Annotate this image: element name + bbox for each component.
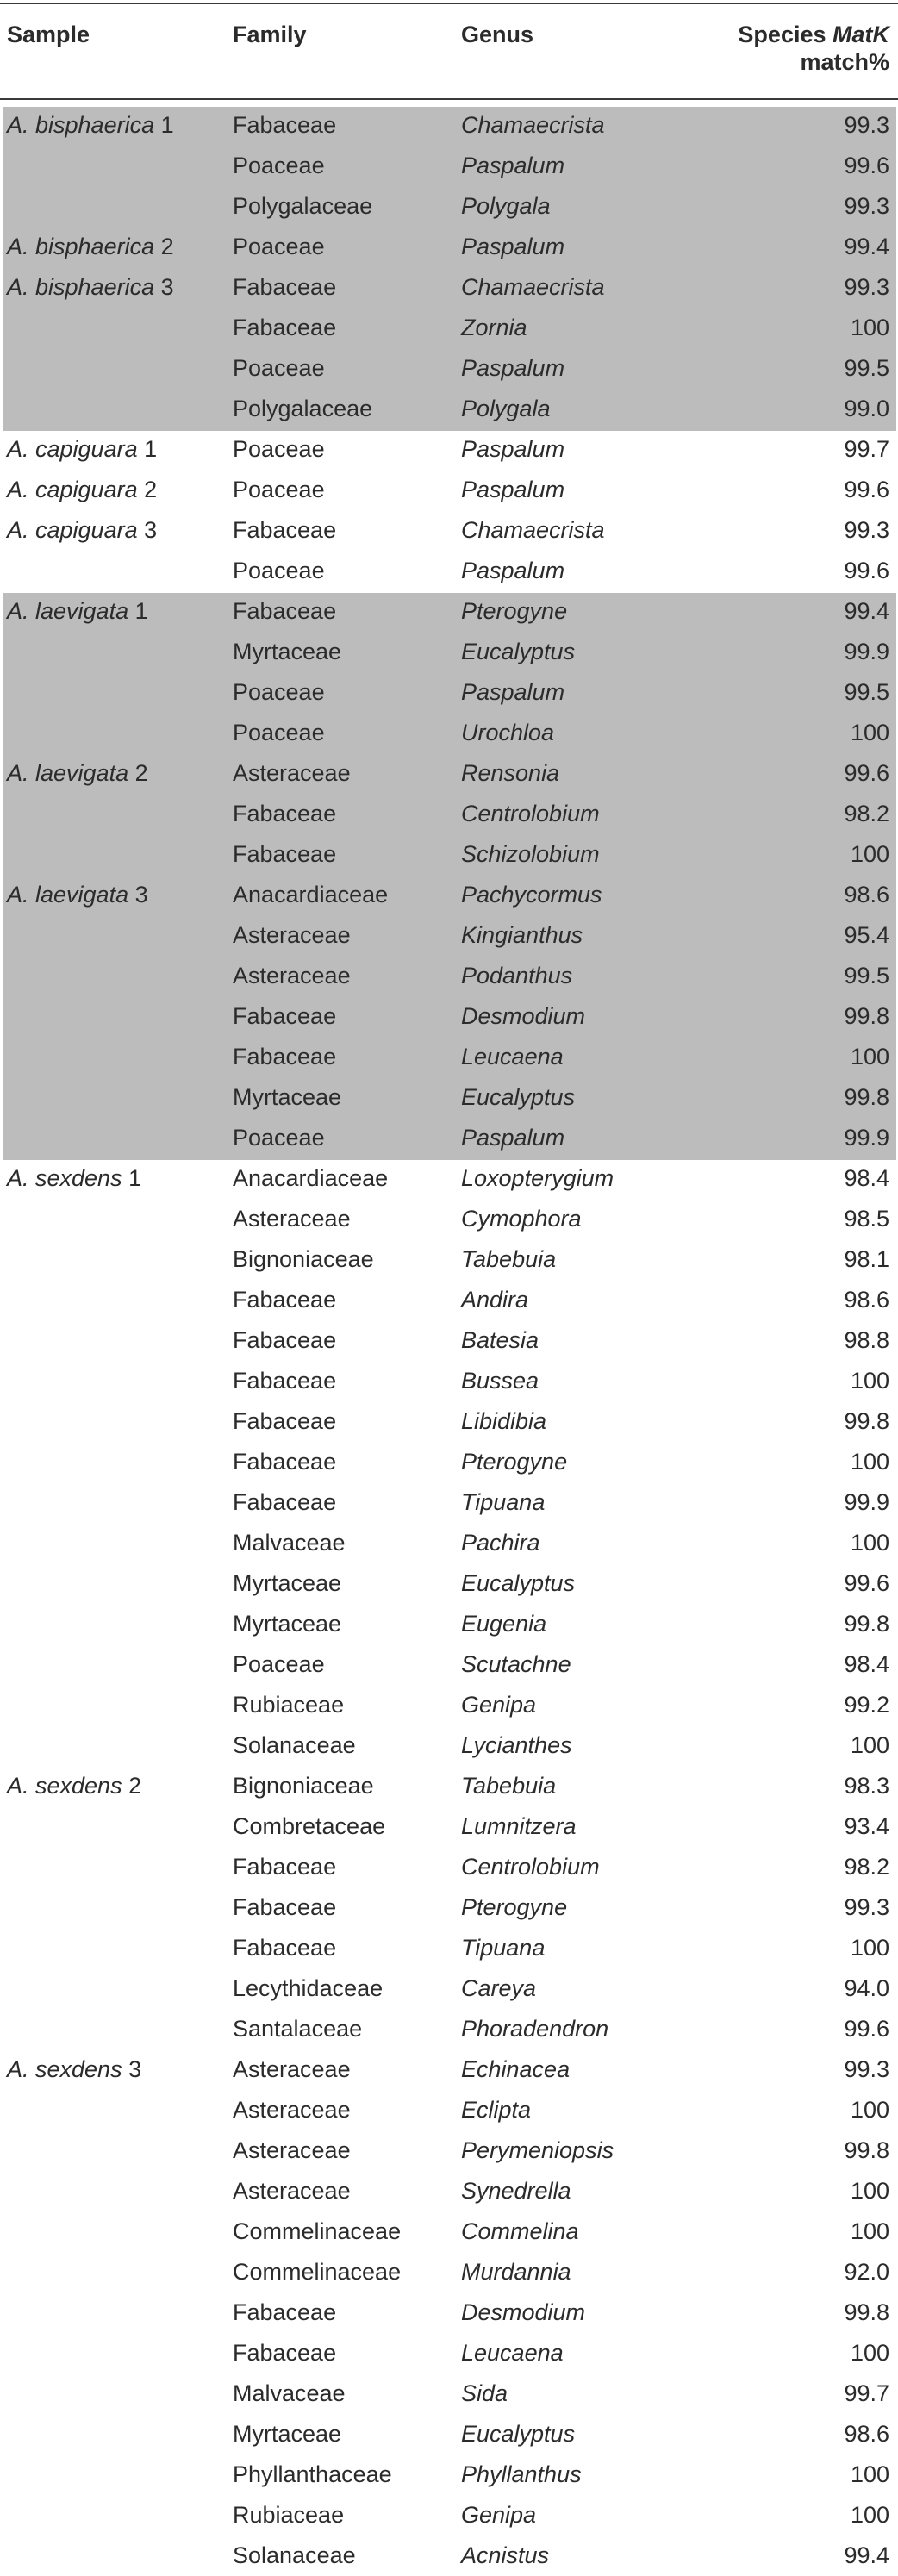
cell-family: Asteraceae	[233, 1206, 351, 1232]
header-match-line2: match%	[800, 49, 889, 75]
table-row	[0, 1361, 898, 1401]
cell-match-percent: 99.3	[844, 517, 889, 543]
table-row	[0, 389, 898, 429]
cell-family: Fabaceae	[233, 1894, 337, 1920]
cell-match-percent: 98.6	[844, 1287, 889, 1313]
cell-genus: Paspalum	[461, 558, 565, 583]
cell-family: Poaceae	[233, 153, 325, 178]
table-row	[0, 2130, 898, 2171]
header-species-match	[631, 21, 889, 76]
cell-family: Bignoniaceae	[233, 1246, 374, 1272]
table-row	[0, 1077, 898, 1118]
cell-family: Solanaceae	[233, 1732, 356, 1758]
cell-match-percent: 99.6	[844, 558, 889, 583]
table-row	[0, 429, 898, 470]
header-sample: Sample	[7, 22, 90, 47]
header-match-prefix: Species	[738, 22, 833, 47]
cell-sample-species: A. bisphaerica	[7, 112, 155, 138]
cell-match-percent: 100	[850, 2502, 889, 2528]
table-row	[0, 267, 898, 308]
cell-sample-number: 1	[160, 112, 174, 138]
cell-genus: Cymophora	[461, 1206, 582, 1232]
cell-family: Poaceae	[233, 436, 325, 462]
table-row	[0, 2211, 898, 2252]
cell-family: Fabaceae	[233, 598, 337, 624]
cell-family: Asteraceae	[233, 963, 351, 989]
cell-match-percent: 99.9	[844, 1489, 889, 1515]
table-top-rule	[0, 3, 898, 4]
cell-genus: Pachycormus	[461, 882, 602, 908]
cell-family: Poaceae	[233, 1125, 325, 1151]
cell-match-percent: 99.6	[844, 153, 889, 178]
table-row	[0, 2171, 898, 2211]
cell-genus: Andira	[461, 1287, 529, 1313]
cell-family: Myrtaceae	[233, 639, 342, 664]
cell-match-percent: 99.3	[844, 274, 889, 300]
cell-genus: Pterogyne	[461, 598, 568, 624]
cell-genus: Paspalum	[461, 477, 565, 502]
cell-match-percent: 99.5	[844, 355, 889, 381]
table-row	[0, 1604, 898, 1644]
cell-family: Combretaceae	[233, 1813, 386, 1839]
table-row	[0, 1118, 898, 1158]
cell-family: Fabaceae	[233, 1489, 337, 1515]
cell-family: Malvaceae	[233, 2380, 346, 2406]
table-row	[0, 834, 898, 875]
cell-match-percent: 100	[850, 1935, 889, 1961]
cell-match-percent: 99.9	[844, 1125, 889, 1151]
cell-genus: Podanthus	[461, 963, 573, 989]
table-row	[0, 1928, 898, 1968]
cell-family: Fabaceae	[233, 1935, 337, 1961]
table-row	[0, 1239, 898, 1280]
cell-match-percent: 99.6	[844, 760, 889, 786]
cell-family: Fabaceae	[233, 112, 337, 138]
cell-family: Fabaceae	[233, 1408, 337, 1434]
cell-family: Polygalaceae	[233, 396, 373, 421]
cell-match-percent: 99.7	[844, 436, 889, 462]
cell-genus: Desmodium	[461, 1003, 586, 1029]
cell-sample-species: A. sexdens	[7, 1773, 122, 1799]
table-row	[0, 551, 898, 591]
cell-genus: Polygala	[461, 396, 551, 421]
cell-family: Lecythidaceae	[233, 1975, 384, 2001]
table-row	[0, 308, 898, 348]
cell-family: Myrtaceae	[233, 2421, 342, 2447]
cell-genus: Eugenia	[461, 1611, 547, 1637]
cell-match-percent: 99.3	[844, 1894, 889, 1920]
cell-family: Asteraceae	[233, 922, 351, 948]
cell-match-percent: 98.3	[844, 1773, 889, 1799]
table-row	[0, 2495, 898, 2535]
cell-family: Bignoniaceae	[233, 1773, 374, 1799]
cell-genus: Genipa	[461, 2502, 537, 2528]
cell-genus: Perymeniopsis	[461, 2137, 614, 2163]
cell-match-percent: 100	[850, 1530, 889, 1556]
table-row	[0, 591, 898, 632]
table-row	[0, 753, 898, 794]
cell-family: Asteraceae	[233, 2178, 351, 2204]
cell-match-percent: 92.0	[844, 2259, 889, 2285]
cell-match-percent: 99.7	[844, 2380, 889, 2406]
cell-genus: Tabebuia	[461, 1246, 557, 1272]
cell-sample	[7, 1766, 141, 1806]
table-row	[0, 1887, 898, 1928]
cell-family: Rubiaceae	[233, 1692, 345, 1718]
cell-genus: Rensonia	[461, 760, 560, 786]
cell-match-percent: 99.8	[844, 1611, 889, 1637]
cell-genus: Leucaena	[461, 2340, 564, 2366]
cell-genus: Batesia	[461, 1327, 539, 1353]
cell-genus: Lumnitzera	[461, 1813, 577, 1839]
table-row	[0, 105, 898, 146]
cell-sample-number: 1	[134, 598, 148, 624]
cell-family: Solanaceae	[233, 2542, 356, 2568]
cell-family: Fabaceae	[233, 1449, 337, 1475]
cell-match-percent: 99.0	[844, 396, 889, 421]
cell-genus: Commelina	[461, 2218, 579, 2244]
table-row	[0, 227, 898, 267]
cell-match-percent: 100	[850, 2340, 889, 2366]
table-row	[0, 794, 898, 834]
table-row	[0, 1563, 898, 1604]
cell-family: Malvaceae	[233, 1530, 346, 1556]
cell-match-percent: 98.6	[844, 882, 889, 908]
cell-genus: Eucalyptus	[461, 1084, 576, 1110]
cell-genus: Paspalum	[461, 1125, 565, 1151]
cell-match-percent: 99.6	[844, 477, 889, 502]
header-family: Family	[233, 22, 307, 47]
cell-family: Poaceae	[233, 720, 325, 745]
cell-genus: Pterogyne	[461, 1449, 568, 1475]
table-row	[0, 875, 898, 915]
cell-family: Commelinaceae	[233, 2259, 402, 2285]
cell-family: Asteraceae	[233, 760, 351, 786]
cell-family: Poaceae	[233, 558, 325, 583]
cell-match-percent: 99.6	[844, 2016, 889, 2042]
cell-match-percent: 100	[850, 1368, 889, 1394]
cell-genus: Pterogyne	[461, 1894, 568, 1920]
cell-match-percent: 100	[850, 2218, 889, 2244]
cell-family: Anacardiaceae	[233, 882, 389, 908]
cell-match-percent: 99.8	[844, 2137, 889, 2163]
cell-family: Fabaceae	[233, 1003, 337, 1029]
cell-genus: Paspalum	[461, 436, 565, 462]
table-row	[0, 1037, 898, 1077]
cell-match-percent: 100	[850, 2461, 889, 2487]
cell-genus: Sida	[461, 2380, 508, 2406]
cell-family: Fabaceae	[233, 841, 337, 867]
table-row	[0, 2414, 898, 2454]
cell-match-percent: 98.4	[844, 1651, 889, 1677]
cell-match-percent: 99.9	[844, 639, 889, 664]
cell-genus: Paspalum	[461, 153, 565, 178]
cell-family: Fabaceae	[233, 517, 337, 543]
cell-match-percent: 98.4	[844, 1165, 889, 1191]
cell-family: Poaceae	[233, 477, 325, 502]
cell-family: Poaceae	[233, 234, 325, 259]
cell-family: Fabaceae	[233, 2299, 337, 2325]
table-row	[0, 1158, 898, 1199]
cell-sample-number: 3	[134, 882, 148, 908]
table-row	[0, 2049, 898, 2090]
cell-family: Myrtaceae	[233, 1084, 342, 1110]
cell-genus: Phyllanthus	[461, 2461, 582, 2487]
cell-match-percent: 95.4	[844, 922, 889, 948]
cell-sample-number: 3	[160, 274, 174, 300]
cell-match-percent: 94.0	[844, 1975, 889, 2001]
cell-genus: Loxopterygium	[461, 1165, 614, 1191]
cell-family: Poaceae	[233, 679, 325, 705]
cell-family: Anacardiaceae	[233, 1165, 389, 1191]
table-row	[0, 2535, 898, 2576]
cell-sample-species: A. bisphaerica	[7, 234, 155, 259]
table-row	[0, 1280, 898, 1320]
cell-genus: Eucalyptus	[461, 1570, 576, 1596]
cell-genus: Careya	[461, 1975, 537, 2001]
cell-sample-species: A. bisphaerica	[7, 274, 155, 300]
header-match-gene: MatK	[833, 22, 889, 47]
table-row	[0, 348, 898, 389]
cell-genus: Leucaena	[461, 1044, 564, 1070]
cell-match-percent: 100	[850, 1044, 889, 1070]
cell-sample-species: A. sexdens	[7, 1165, 122, 1191]
cell-family: Fabaceae	[233, 1368, 337, 1394]
table-row	[0, 2292, 898, 2333]
cell-genus: Libidibia	[461, 1408, 547, 1434]
cell-family: Commelinaceae	[233, 2218, 402, 2244]
cell-match-percent: 100	[850, 315, 889, 340]
cell-sample	[7, 591, 148, 632]
cell-genus: Eucalyptus	[461, 639, 576, 664]
cell-family: Asteraceae	[233, 2097, 351, 2123]
cell-sample-species: A. laevigata	[7, 598, 129, 624]
cell-sample-species: A. capiguara	[7, 477, 138, 502]
cell-match-percent: 100	[850, 1732, 889, 1758]
cell-sample-species: A. laevigata	[7, 882, 129, 908]
cell-family: Phyllanthaceae	[233, 2461, 392, 2487]
table-row	[0, 956, 898, 996]
cell-match-percent: 99.3	[844, 193, 889, 219]
cell-sample	[7, 510, 157, 551]
cell-match-percent: 99.2	[844, 1692, 889, 1718]
table-row	[0, 996, 898, 1037]
table-row	[0, 1442, 898, 1482]
table-row	[0, 2454, 898, 2495]
cell-family: Fabaceae	[233, 274, 337, 300]
cell-family: Asteraceae	[233, 2056, 351, 2082]
table-row	[0, 672, 898, 713]
cell-genus: Paspalum	[461, 679, 565, 705]
cell-genus: Eucalyptus	[461, 2421, 576, 2447]
cell-sample	[7, 429, 157, 470]
cell-genus: Desmodium	[461, 2299, 586, 2325]
cell-sample-number: 1	[144, 436, 158, 462]
cell-genus: Urochloa	[461, 720, 555, 745]
cell-match-percent: 99.4	[844, 598, 889, 624]
cell-family: Asteraceae	[233, 2137, 351, 2163]
cell-family: Polygalaceae	[233, 193, 373, 219]
cell-genus: Acnistus	[461, 2542, 550, 2568]
cell-genus: Scutachne	[461, 1651, 571, 1677]
table-row	[0, 2009, 898, 2049]
cell-sample-number: 2	[128, 1773, 142, 1799]
cell-sample	[7, 2049, 141, 2090]
cell-genus: Chamaecrista	[461, 274, 605, 300]
cell-sample-number: 1	[128, 1165, 142, 1191]
cell-genus: Eclipta	[461, 2097, 532, 2123]
table-row	[0, 2252, 898, 2292]
cell-sample-species: A. sexdens	[7, 2056, 122, 2082]
cell-genus: Tabebuia	[461, 1773, 557, 1799]
table-row	[0, 1847, 898, 1887]
header-genus: Genus	[461, 22, 534, 47]
table-row	[0, 510, 898, 551]
cell-genus: Centrolobium	[461, 801, 600, 826]
cell-family: Santalaceae	[233, 2016, 363, 2042]
cell-match-percent: 99.8	[844, 2299, 889, 2325]
table-row	[0, 2373, 898, 2414]
cell-sample	[7, 1158, 141, 1199]
cell-sample-number: 2	[144, 477, 158, 502]
cell-genus: Schizolobium	[461, 841, 600, 867]
cell-match-percent: 99.8	[844, 1084, 889, 1110]
table-row	[0, 1806, 898, 1847]
cell-match-percent: 98.6	[844, 2421, 889, 2447]
cell-sample	[7, 753, 148, 794]
cell-sample	[7, 875, 148, 915]
cell-genus: Phoradendron	[461, 2016, 609, 2042]
cell-sample-species: A. laevigata	[7, 760, 129, 786]
table-row	[0, 1725, 898, 1766]
cell-match-percent: 99.4	[844, 2542, 889, 2568]
table-row	[0, 1766, 898, 1806]
cell-genus: Pachira	[461, 1530, 540, 1556]
cell-genus: Zornia	[461, 315, 527, 340]
cell-genus: Paspalum	[461, 355, 565, 381]
cell-genus: Bussea	[461, 1368, 539, 1394]
cell-genus: Tipuana	[461, 1935, 546, 1961]
table-row	[0, 2333, 898, 2373]
table-row	[0, 1401, 898, 1442]
cell-genus: Lycianthes	[461, 1732, 572, 1758]
cell-match-percent: 98.8	[844, 1327, 889, 1353]
cell-family: Poaceae	[233, 355, 325, 381]
cell-match-percent: 99.5	[844, 963, 889, 989]
cell-match-percent: 99.8	[844, 1408, 889, 1434]
cell-genus: Chamaecrista	[461, 112, 605, 138]
header-bottom-rule	[0, 98, 898, 100]
cell-family: Rubiaceae	[233, 2502, 345, 2528]
table-row	[0, 1685, 898, 1725]
cell-family: Fabaceae	[233, 315, 337, 340]
cell-family: Myrtaceae	[233, 1570, 342, 1596]
cell-sample-number: 2	[160, 234, 174, 259]
cell-genus: Centrolobium	[461, 1854, 600, 1880]
cell-family: Myrtaceae	[233, 1611, 342, 1637]
table-row	[0, 1320, 898, 1361]
cell-genus: Polygala	[461, 193, 551, 219]
cell-match-percent: 100	[850, 2097, 889, 2123]
cell-sample-number: 3	[144, 517, 158, 543]
cell-match-percent: 99.4	[844, 234, 889, 259]
table-row	[0, 146, 898, 186]
table-row	[0, 1482, 898, 1523]
cell-sample	[7, 227, 174, 267]
table-row	[0, 1968, 898, 2009]
cell-family: Fabaceae	[233, 1287, 337, 1313]
cell-sample	[7, 470, 157, 510]
cell-match-percent: 93.4	[844, 1813, 889, 1839]
cell-family: Poaceae	[233, 1651, 325, 1677]
table-row	[0, 632, 898, 672]
cell-genus: Tipuana	[461, 1489, 546, 1515]
table-row	[0, 470, 898, 510]
cell-match-percent: 99.3	[844, 112, 889, 138]
cell-sample-number: 3	[128, 2056, 142, 2082]
cell-match-percent: 99.3	[844, 2056, 889, 2082]
cell-match-percent: 100	[850, 720, 889, 745]
cell-genus: Chamaecrista	[461, 517, 605, 543]
cell-match-percent: 99.8	[844, 1003, 889, 1029]
table-row	[0, 1523, 898, 1563]
cell-genus: Genipa	[461, 1692, 537, 1718]
cell-sample	[7, 105, 174, 146]
cell-sample-species: A. capiguara	[7, 517, 138, 543]
cell-genus: Paspalum	[461, 234, 565, 259]
cell-sample-number: 2	[134, 760, 148, 786]
cell-match-percent: 99.6	[844, 1570, 889, 1596]
table-row	[0, 1199, 898, 1239]
cell-match-percent: 98.2	[844, 1854, 889, 1880]
cell-match-percent: 100	[850, 1449, 889, 1475]
table-row	[0, 186, 898, 227]
cell-genus: Kingianthus	[461, 922, 583, 948]
table-row	[0, 1644, 898, 1685]
cell-genus: Synedrella	[461, 2178, 571, 2204]
cell-match-percent: 100	[850, 2178, 889, 2204]
cell-family: Fabaceae	[233, 1327, 337, 1353]
cell-family: Fabaceae	[233, 1854, 337, 1880]
cell-match-percent: 100	[850, 841, 889, 867]
cell-sample-species: A. capiguara	[7, 436, 138, 462]
cell-genus: Echinacea	[461, 2056, 571, 2082]
table-row	[0, 713, 898, 753]
cell-match-percent: 98.5	[844, 1206, 889, 1232]
table-row	[0, 2090, 898, 2130]
cell-family: Fabaceae	[233, 1044, 337, 1070]
cell-match-percent: 98.1	[844, 1246, 889, 1272]
cell-family: Fabaceae	[233, 2340, 337, 2366]
cell-match-percent: 99.5	[844, 679, 889, 705]
table-row	[0, 915, 898, 956]
cell-genus: Murdannia	[461, 2259, 571, 2285]
cell-sample	[7, 267, 174, 308]
cell-family: Fabaceae	[233, 801, 337, 826]
cell-match-percent: 98.2	[844, 801, 889, 826]
